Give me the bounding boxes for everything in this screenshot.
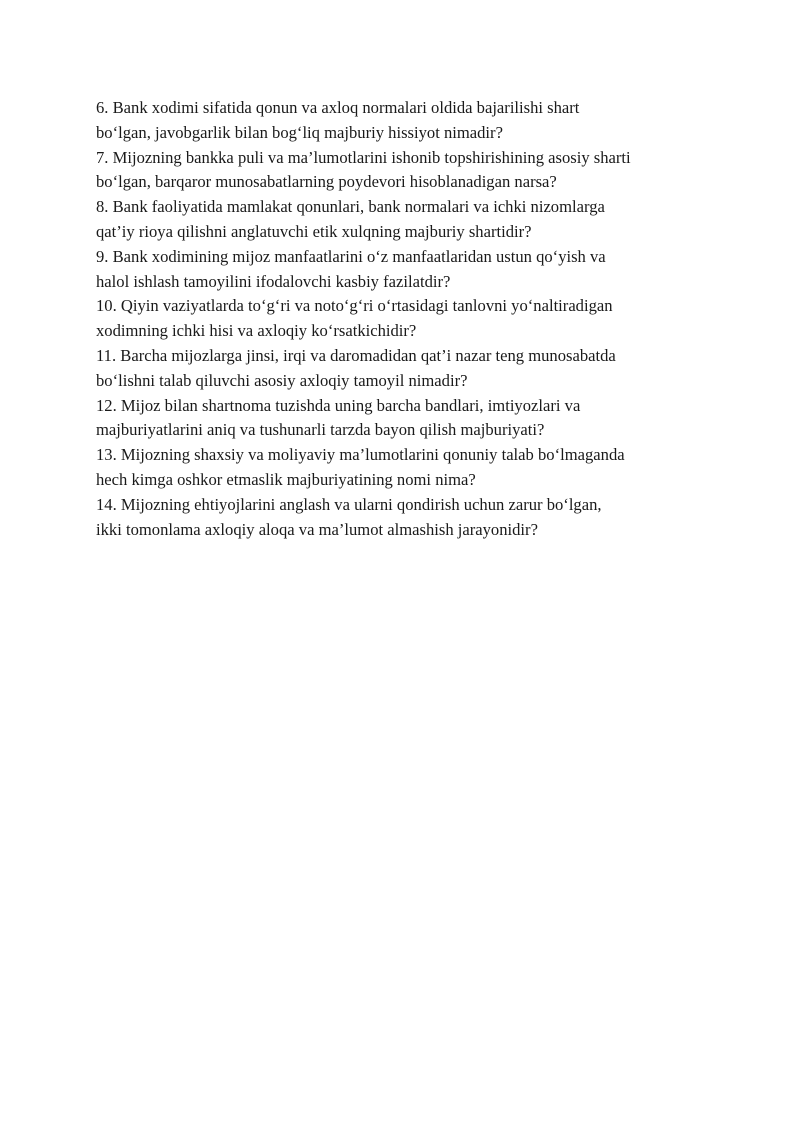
question-text-line: bo‘lgan, javobgarlik bilan bog‘liq majburiy hissiyot nimadir? [96, 122, 503, 142]
question-text-line: 7. Mijozning bankka puli va ma’lumotlarini ishonib topshirishining asosiy sharti [96, 147, 631, 167]
question-item [96, 96, 716, 146]
question-text-line: 10. Qiyin vaziyatlarda to‘g‘ri va noto‘g‘ri o‘rtasidagi tanlovni yo‘naltiradigan [96, 296, 613, 316]
question-list [96, 96, 716, 542]
question-item [96, 195, 716, 245]
question-text-line: 11. Barcha mijozlarga jinsi, irqi va daromadidan qat’i nazar teng munosabatda [96, 345, 616, 365]
question-text-line: 9. Bank xodimining mijoz manfaatlarini o‘z manfaatlaridan ustun qo‘yish va [96, 246, 606, 266]
question-text-line: qat’iy rioya qilishni anglatuvchi etik xulqning majburiy shartidir? [96, 221, 532, 241]
question-text-line: ikki tomonlama axloqiy aloqa va ma’lumot almashish jarayonidir? [96, 519, 538, 539]
question-item [96, 443, 716, 493]
question-item [96, 294, 716, 344]
question-text-line: halol ishlash tamoyilini ifodalovchi kasbiy fazilatdir? [96, 271, 451, 291]
question-text-line: 12. Mijoz bilan shartnoma tuzishda uning barcha bandlari, imtiyozlari va [96, 395, 581, 415]
question-text-line: bo‘lishni talab qiluvchi asosiy axloqiy tamoyil nimadir? [96, 370, 468, 390]
question-text-line: 14. Mijozning ehtiyojlarini anglash va ularni qondirish uchun zarur bo‘lgan, [96, 494, 602, 514]
question-item [96, 245, 716, 295]
question-text-line: 6. Bank xodimi sifatida qonun va axloq normalari oldida bajarilishi shart [96, 98, 580, 117]
question-text-line: hech kimga oshkor etmaslik majburiyatining nomi nima? [96, 469, 476, 489]
question-text-line: 8. Bank faoliyatida mamlakat qonunlari, bank normalari va ichki nizomlarga [96, 197, 605, 217]
question-item [96, 394, 716, 444]
question-text-line: majburiyatlarini aniq va tushunarli tarzda bayon qilish majburiyati? [96, 420, 545, 440]
question-item [96, 493, 716, 543]
question-item [96, 146, 716, 196]
question-text-line: xodimning ichki hisi va axloqiy ko‘rsatkichidir? [96, 321, 417, 341]
question-item [96, 344, 716, 394]
question-text-line: bo‘lgan, barqaror munosabatlarning poydevori hisoblanadigan narsa? [96, 172, 557, 192]
question-text-line: 13. Mijozning shaxsiy va moliyaviy ma’lumotlarini qonuniy talab bo‘lmaganda [96, 445, 625, 465]
